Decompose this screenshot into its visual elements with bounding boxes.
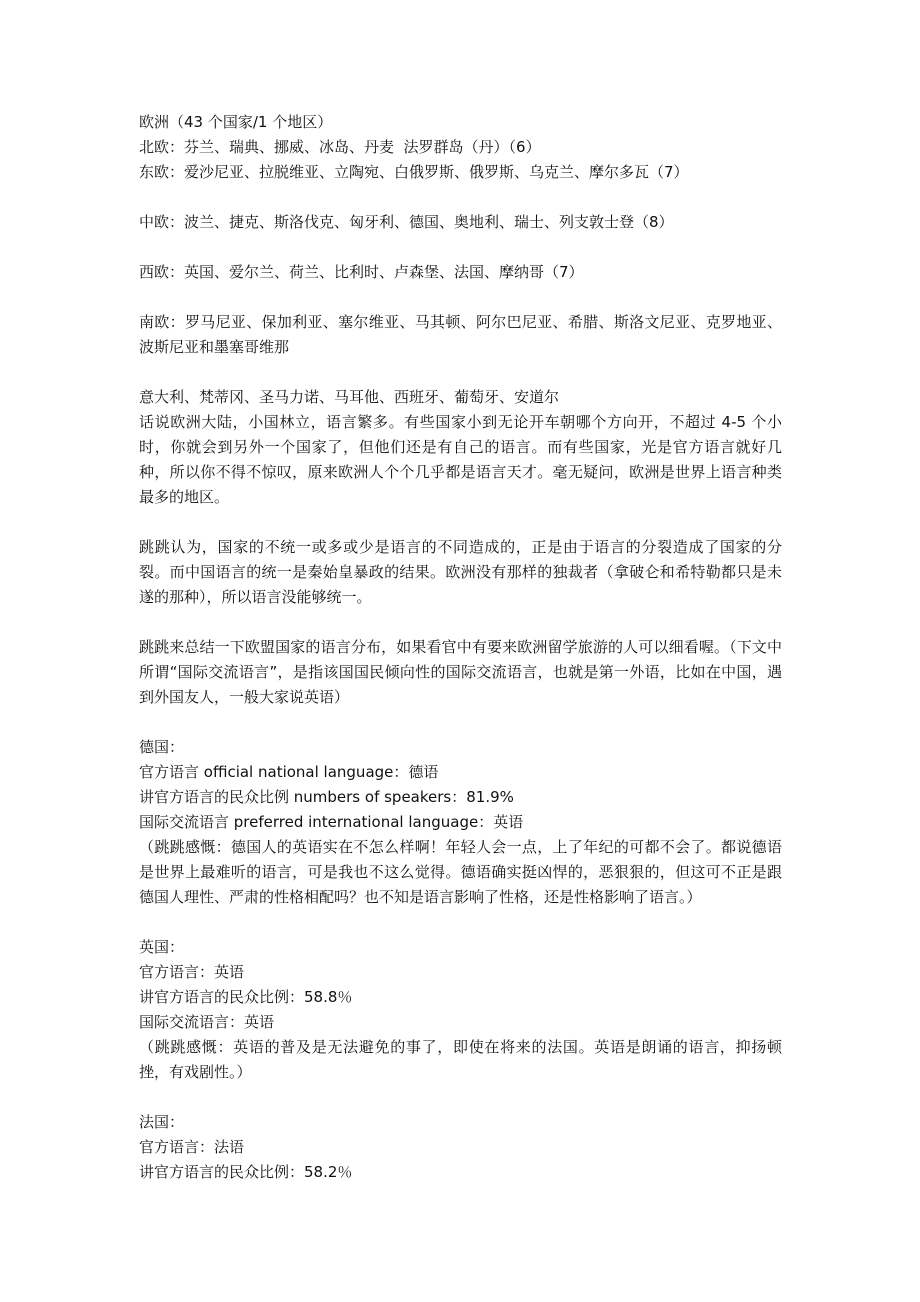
intro-paragraph-3: 跳跳来总结一下欧盟国家的语言分布，如果看官中有要来欧洲留学旅游的人可以细看喔。（下文中所谓“国际交流语言”，是指该国国民倾向性的国际交流语言，也就是第一外语，比如在中国，遇到外国友人，一般大家说英语） [139, 638, 782, 706]
germany-comment: （跳跳感慨：德国人的英语实在不怎么样啊！年轻人会一点，上了年纪的可都不会了。都说德语是世界上最难听的语言，可是我也不这么觉得。德语确实挺凶悍的，恶狠狠的，但这可不正是跟德国人理性、严肃的性格相配吗？也不知是语言影响了性格，还是性格影响了语言。） [139, 838, 782, 906]
uk-title: 英国： [139, 938, 185, 956]
paragraph-gap [139, 360, 782, 385]
region-central-europe: 中欧：波兰、捷克、斯洛伐克、匈牙利、德国、奥地利、瑞士、列支敦士登（8） [139, 213, 674, 231]
france-title: 法国： [139, 1113, 185, 1131]
france-official-language: 官方语言：法语 [139, 1138, 245, 1156]
germany-title: 德国： [139, 738, 185, 756]
france-speakers-ratio: 讲官方语言的民众比例：58.2％ [139, 1163, 353, 1181]
uk-international-language: 国际交流语言：英语 [139, 1013, 275, 1031]
germany-speakers-ratio: 讲官方语言的民众比例 numbers of speakers：81.9% [139, 788, 514, 806]
germany-official-language: 官方语言 official national language：德语 [139, 763, 439, 781]
region-south-europe: 南欧：罗马尼亚、保加利亚、塞尔维亚、马其顿、阿尔巴尼亚、希腊、斯洛文尼亚、克罗地亚、波斯尼亚和墨塞哥维那 [139, 313, 782, 356]
intro-paragraph-2: 跳跳认为，国家的不统一或多或少是语言的不同造成的，正是由于语言的分裂造成了国家的分裂。而中国语言的统一是秦始皇暴政的结果。欧洲没有那样的独裁者（拿破仑和希特勒都只是未遂的那种），所以语言没能够统一。 [139, 538, 782, 606]
paragraph-gap [139, 610, 782, 635]
paragraph-gap [139, 235, 782, 260]
document-body [139, 110, 782, 1185]
uk-official-language: 官方语言：英语 [139, 963, 245, 981]
region-south-europe-continued: 意大利、梵蒂冈、圣马力诺、马耳他、西班牙、葡萄牙、安道尔 [139, 388, 560, 406]
paragraph-gap [139, 710, 782, 735]
uk-speakers-ratio: 讲官方语言的民众比例：58.8％ [139, 988, 353, 1006]
region-north-europe: 北欧：芬兰、瑞典、挪威、冰岛、丹麦 法罗群岛（丹）（6） [139, 138, 541, 156]
europe-header: 欧洲（43 个国家/1 个地区） [139, 113, 333, 131]
paragraph-gap [139, 285, 782, 310]
germany-international-language: 国际交流语言 preferred international language：英语 [139, 813, 524, 831]
paragraph-gap [139, 510, 782, 535]
paragraph-gap [139, 185, 782, 210]
uk-comment: （跳跳感慨：英语的普及是无法避免的事了，即使在将来的法国。英语是朗诵的语言，抑扬顿挫，有戏剧性。） [139, 1038, 782, 1081]
region-west-europe: 西欧：英国、爱尔兰、荷兰、比利时、卢森堡、法国、摩纳哥（7） [139, 263, 584, 281]
paragraph-gap [139, 910, 782, 935]
intro-paragraph-1: 话说欧洲大陆，小国林立，语言繁多。有些国家小到无论开车朝哪个方向开，不超过 4-5 个小时，你就会到另外一个国家了，但他们还是有自己的语言。而有些国家，光是官方语言就好几种，所以你不得不惊叹，原来欧洲人个个几乎都是语言天才。毫无疑问，欧洲是世界上语言种类最多的地区。 [139, 413, 782, 506]
region-east-europe: 东欧：爱沙尼亚、拉脱维亚、立陶宛、白俄罗斯、俄罗斯、乌克兰、摩尔多瓦（7） [139, 163, 689, 181]
paragraph-gap [139, 1085, 782, 1110]
